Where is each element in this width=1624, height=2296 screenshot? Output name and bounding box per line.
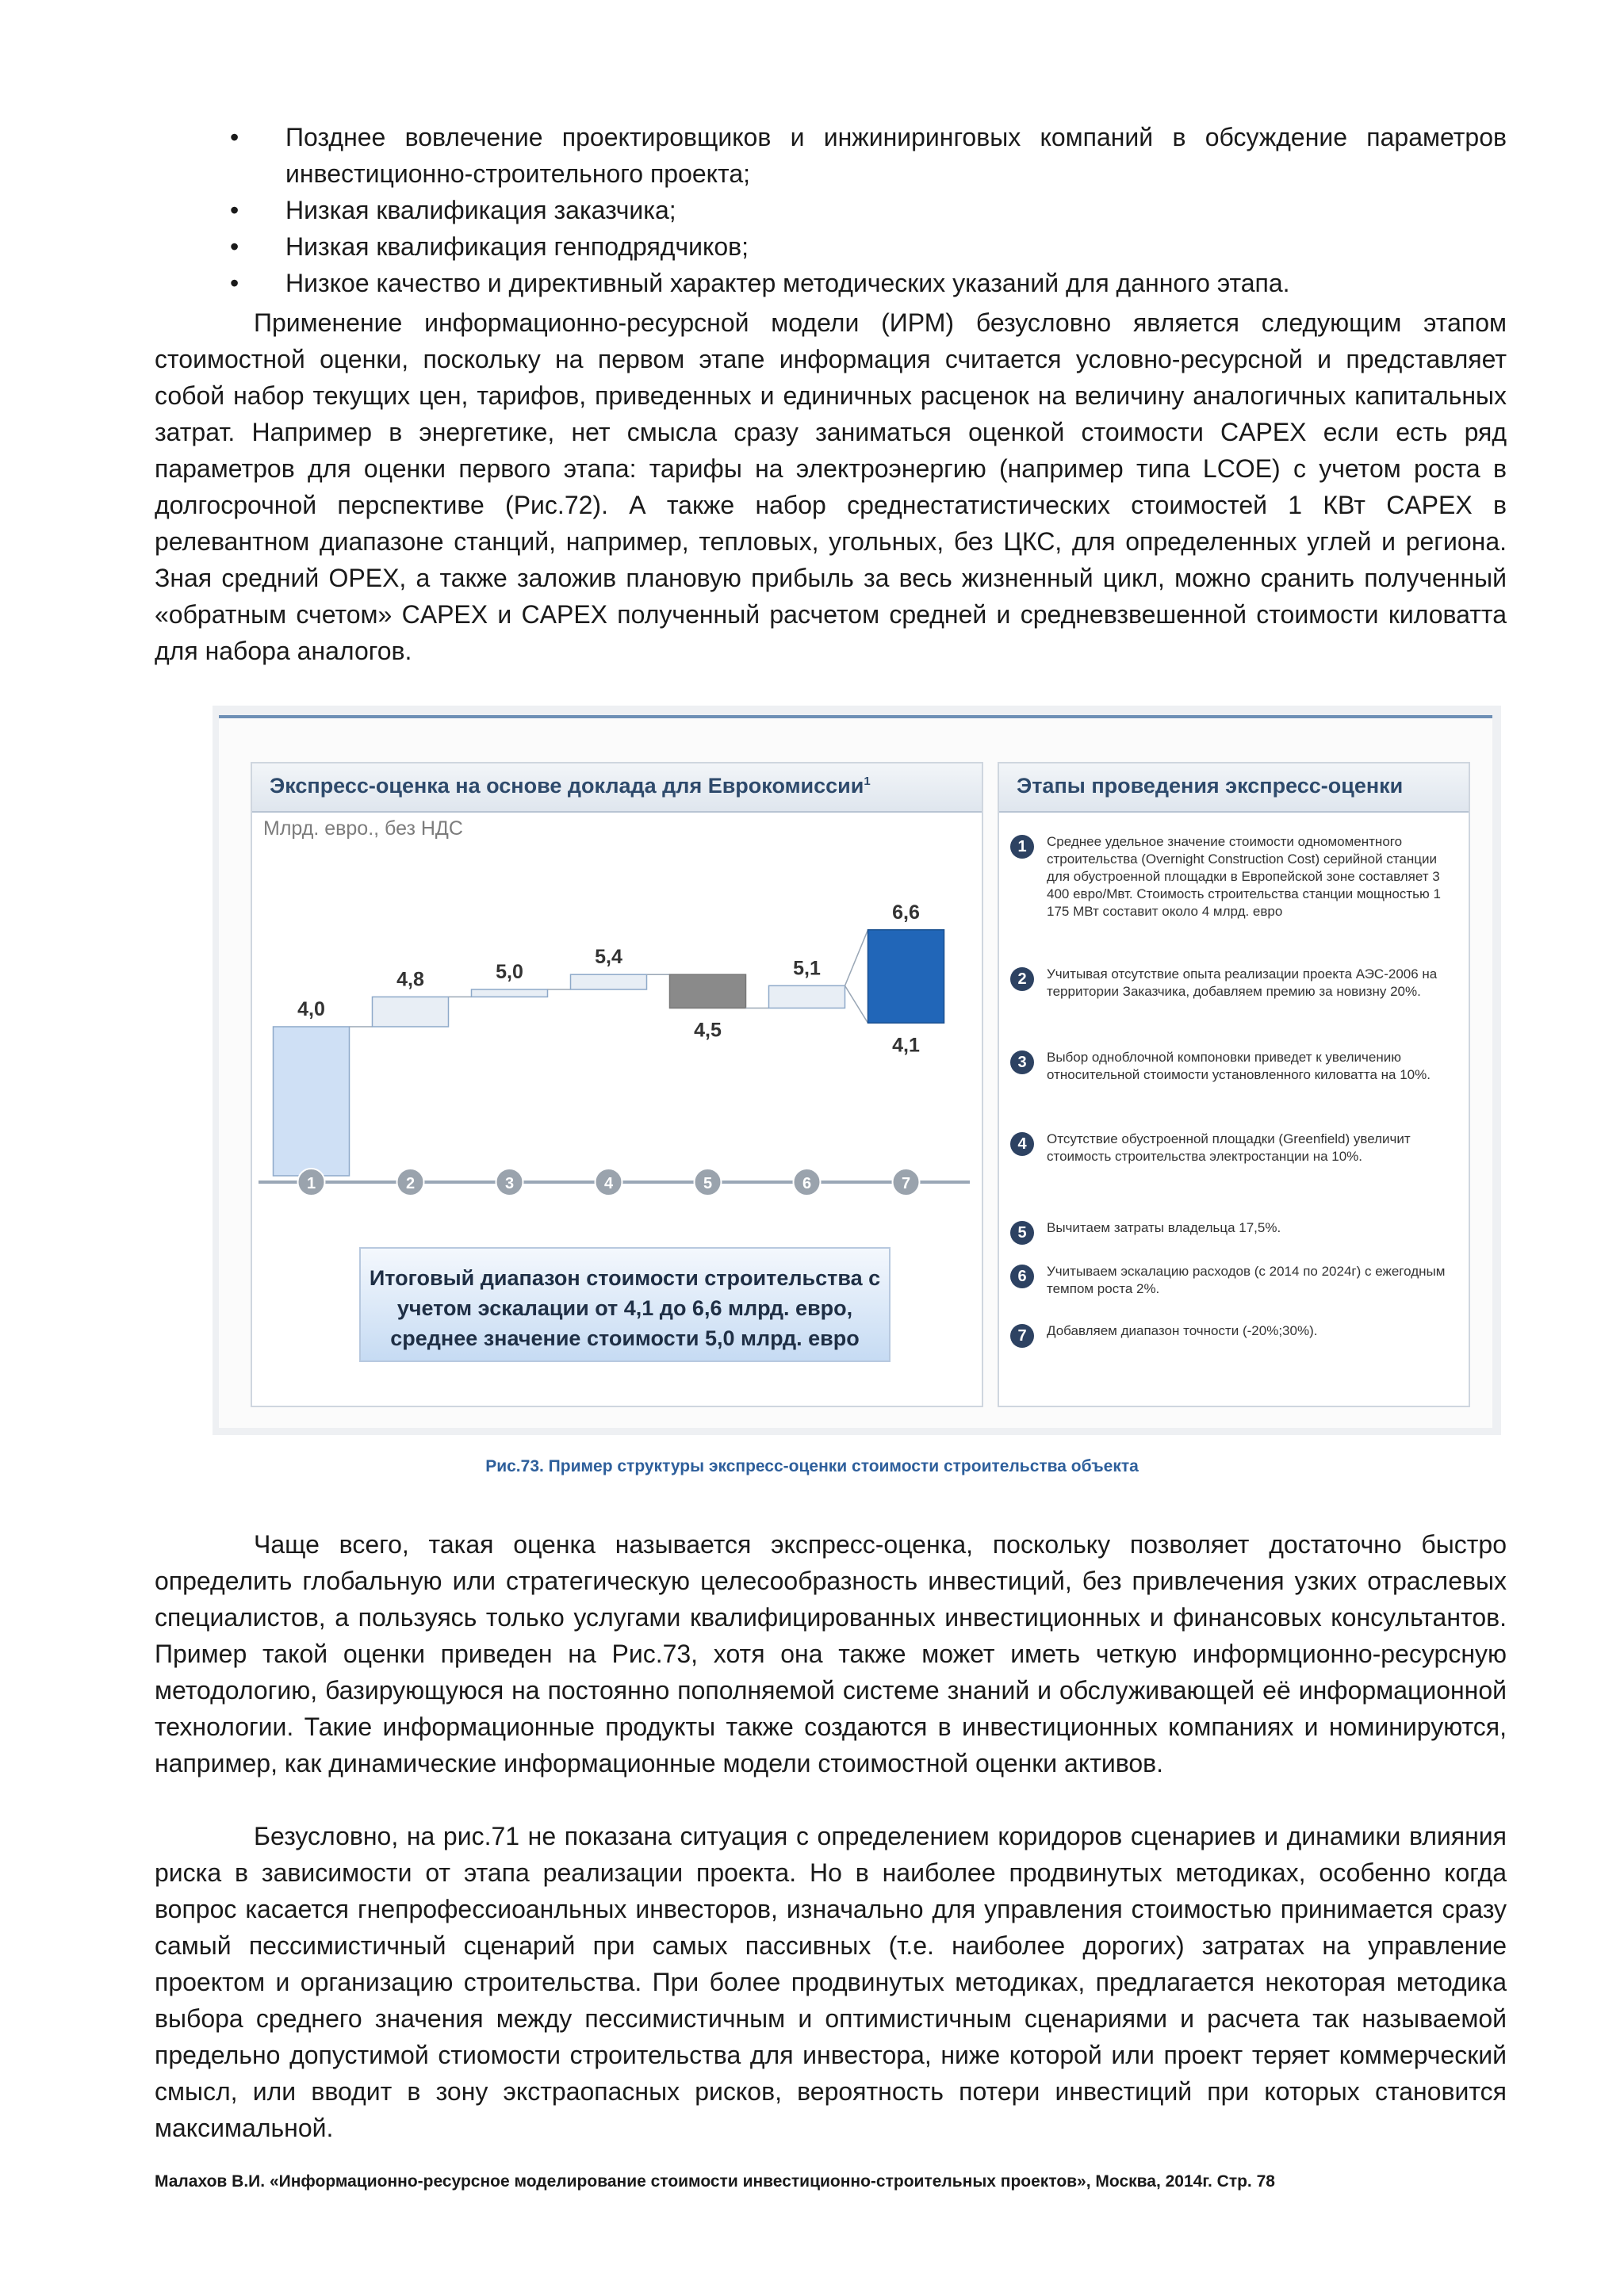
category-label: 3 [504,1175,515,1192]
step-number-badge: 7 [1010,1324,1034,1348]
step-text: Учитывая отсутствие опыта реализации проекта АЭС-2006 на территории Заказчика, добавляем премию за новизну 20%. [1047,966,1438,999]
right-panel-header [999,763,1469,813]
step-item [1010,833,1454,920]
step-text: Добавляем диапазон точности (-20%;30%). [1047,1323,1318,1338]
category-label: 1 [306,1175,316,1192]
bullet-text: Низкая квалификация заказчика; [285,196,676,224]
step-text: Выбор одноблочной компоновки приведет к увеличению относительной стоимости установленного киловатта на 10%. [1047,1050,1431,1082]
step-number-badge: 5 [1010,1221,1034,1245]
list-item [155,265,1507,301]
right-panel-title: Этапы проведения экспресс-оценки [1017,774,1404,798]
step-text: Среднее удельное значение стоимости одномоментного строительства (Overnight Construction Cost) серийной станции для обустроенной площадки в Европейской зоне составляет 3 400 евро/Мвт. Стоимость строительства станции мощностью 1 175 МВт составит около 4 млрд. евро [1047,834,1441,919]
category-label: 4 [603,1175,614,1192]
bullet-list [155,119,1507,301]
bar-step-2 [373,997,449,1027]
waterfall-chart [252,811,979,1243]
connector-line [845,985,868,1023]
figure-frame [219,715,1492,1428]
steps-panel [998,762,1470,1407]
figure-caption: Рис.73. Пример структуры экспресс-оценки стоимости строительства объекта [485,1457,1139,1475]
list-item [155,119,1507,192]
data-label: 4,1 [892,1034,920,1057]
step-item [1010,1131,1454,1165]
data-label: 6,6 [892,901,920,924]
bullet-text: Позднее вовлечение проектировщиков и инжиниринговых компаний в обсуждение параметров инвестиционно-строительного проекта; [285,123,1507,188]
left-panel-header [252,763,982,813]
chart-units-label: Млрд. евро., без НДС [263,817,463,840]
data-label: 5,4 [595,946,622,969]
data-label: 5,1 [793,957,821,980]
category-label: 2 [405,1175,416,1192]
step-item [1010,1219,1454,1245]
bar-step-5 [670,974,746,1008]
step-item [1010,966,1454,1001]
bullet-text: Низкая квалификация генподрядчиков; [285,232,749,261]
data-label: 5,0 [496,961,523,983]
paragraph-3: Безусловно, на рис.71 не показана ситуация с определением коридоров сценариев и динамики влияния риска в зависимости от этапа реализации проекта. Но в наиболее продвинутых методиках, особенно когда вопрос касается гнепрофессиоанльных инвесторов, изначально для управления стоимостью принимается сразу самый пессимистичный сценарий при самых пассивных (т.е. наиболее дорогих) затратах на управление проектом и организацию строительства. При более продвинутых методиках, предлагается некоторая методика выбора среднего значения между пессимистичным и оптимистичным сценариями и расчета так называемой предельно допустимой стиомости строительства для инвестора, ниже которой или проект теряет коммерческий смысл, или вводит в зону экстраопасных рисков, вероятность потери инвестиций при которых становится максимальной. [155,1822,1507,2142]
step-number-badge: 3 [1010,1050,1034,1074]
category-label: 5 [703,1175,713,1192]
step-number-badge: 4 [1010,1132,1034,1156]
data-label: 4,8 [396,968,424,991]
bar-step-3 [472,989,548,997]
bar-step-6 [769,985,845,1008]
result-summary-box: Итоговый диапазон стоимости строительства с учетом эскалации от 4,1 до 6,6 млрд. евро, среднее значение стоимости 5,0 млрд. евро [359,1247,891,1362]
express-estimate-panel [251,762,983,1407]
left-panel-title: Экспресс-оценка на основе доклада для Еврокомиссии$^1$ [270,774,871,798]
step-item [1010,1263,1454,1298]
step-text: Учитываем эскалацию расходов (с 2014 по 2024г) с ежегодным темпом роста 2%. [1047,1264,1446,1296]
step-text: Отсутствие обустроенной площадки (Greenfield) увеличит стоимость строительства электростанции на 10%. [1047,1131,1411,1164]
bullet-text: Низкое качество и директивный характер методических указаний для данного этапа. [285,269,1290,297]
list-item [155,192,1507,228]
step-number-badge: 1 [1010,835,1034,859]
category-label: 6 [802,1175,812,1192]
step-number-badge: 6 [1010,1265,1034,1288]
category-label: 7 [901,1175,911,1192]
page-footer: Малахов В.И. «Информационно-ресурсное моделирование стоимости инвестиционно-строительных проектов», Москва, 2014г. Стр. 78 [155,2172,1275,2191]
step-text: Вычитаем затраты владельца 17,5%. [1047,1220,1281,1235]
figure-73 [213,706,1501,1435]
list-item [155,228,1507,265]
paragraph-1: Применение информационно-ресурсной модели (ИРМ) безусловно является следующим этапом стоимостной оценки, поскольку на первом этапе информация считается условно-ресурсной и представляет собой набор текущих цен, тарифов, приведенных и единичных расценок на величину аналогичных капитальных затрат. Например в энергетике, нет смысла сразу заниматься оценкой стоимости CAPEX если есть ряд параметров для оценки первого этапа: тарифы на электроэнергию (например типа LCOE) с учетом роста в долгосрочной перспективе (Рис.72). А также набор среднестатистических стоимостей 1 КВт CAPEX в релевантном диапазоне станций, например, тепловых, угольных, без ЦКС, для определенных углей и региона. Зная средний OPEX, а также заложив плановую прибыль за весь жизненный цикл, можно сранить полученный «обратным счетом» CAPEX и CAPEX полученный расчетом средней и средневзвешенной стоимости киловатта для набора аналогов. [155,308,1507,665]
bar-step-7 [868,930,944,1024]
bar-step-1 [274,1027,350,1176]
connector-line [845,930,868,986]
data-label: 4,0 [297,998,325,1020]
step-item [1010,1049,1454,1084]
step-number-badge: 2 [1010,967,1034,991]
paragraph-2: Чаще всего, такая оценка называется экспресс-оценка, поскольку позволяет достаточно быстро определить глобальную или стратегическую целесообразность инвестиций, без привлечения узких отраслевых специалистов, а пользуясь только услугами квалифицированных инвестиционных и финансовых консультантов. Пример такой оценки приведен на Рис.73, хотя она также может иметь четкую информционно-ресурсную методологию, базирующуюся на постоянно пополняемой системе знаний и обслуживающей её информационной технологии. Такие информационные продукты также создаются в инвестиционных компаниях и номинируются, например, как динамические информационные модели стоимостной оценки активов. [155,1530,1507,1777]
data-label: 4,5 [694,1019,722,1042]
step-item [1010,1322,1454,1348]
bar-step-4 [571,974,647,989]
